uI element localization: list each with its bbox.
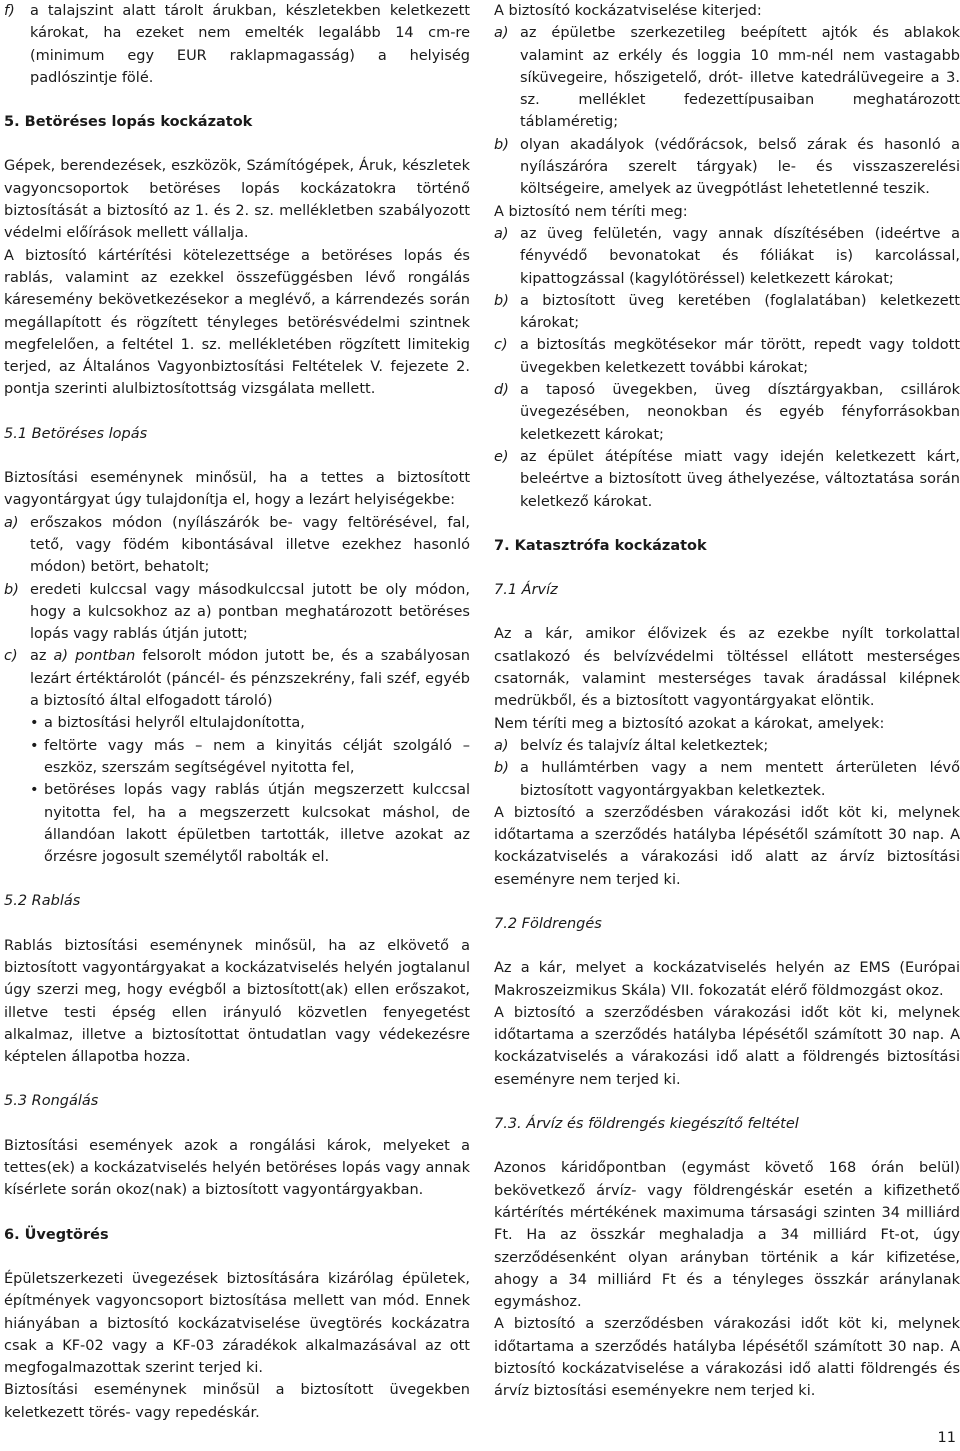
flood-exclusion-b [494, 757, 960, 802]
list-text: a hullámtérben vagy a nem mentett árterületen lévő biztosított vagyontárgyakban keletkeztek. [520, 760, 960, 799]
section-7-3-paragraph-1: Azonos káridőpontban (egymást követő 168 órán belül) bekövetkező árvíz- vagy földrengéskár esetén a kifizethető kártérítés mértékének maximuma társasági szinten 34 milliárd Ft. Ha az összkár meghaladja a 34 milliárd Ft-ot, úgy szerződésenként olyan arányban történik a kár kifizetése, ahogy a 34 milliárd Ft és a tényleges összkár aránylanak egymáshoz. [494, 1160, 960, 1311]
list-label: c) [4, 648, 18, 665]
list-label: d) [494, 382, 509, 399]
section-7-2-heading: 7.2 Földrengés [494, 915, 602, 932]
list-text: belvíz és talajvíz által keletkeztek; [520, 737, 769, 754]
list-label: a) [494, 25, 509, 42]
bullet-item [4, 735, 470, 780]
bullet-item [4, 712, 470, 734]
list-text: a biztosítás megkötésekor már törött, repedt vagy toldott üvegekben keletkezett további károkat; [520, 337, 960, 376]
section-7-1-heading: 7.1 Árvíz [494, 582, 558, 599]
exclusion-item-e [494, 446, 960, 513]
section-5-3-paragraph: Biztosítási események azok a rongálási károk, melyeket a tettes(ek) a kockázatviselés helyén betöréses lopás vagy annak kísérlete során okoz(nak) a biztosított vagyontárgyakban. [4, 1137, 470, 1199]
exclusion-item-d [494, 379, 960, 446]
list-label: a) [4, 514, 19, 531]
list-label: b) [494, 136, 509, 153]
section-7-1-paragraph-2: Nem téríti meg a biztosító azokat a károkat, amelyek: [494, 715, 885, 732]
section-7-2-paragraph-1: Az a kár, melyet a kockázatviselés helyén az EMS (Európai Makroszeizmikus Skála) VII. fokozatát elérő földmozgást okoz. [494, 960, 960, 999]
section-5-3-heading: 5.3 Rongálás [4, 1093, 99, 1110]
list-label: f) [4, 3, 15, 19]
list-item-c [4, 645, 470, 712]
list-text: az épületbe szerkezetileg beépített ajtók és ablakok valamint az erkély és loggia 10 mm-nél nem vastagabb síküvegeire, hőszigetelő, drót- illetve katedrálüvegeire a 3. sz. melléklet fedezettípusaiban meghatározott táblaméretig; [520, 25, 960, 131]
list-text: erőszakos módon (nyílászárók be- vagy feltörésével, fal, tető, vagy födém kibontásával illetve ezekhez hasonló módon) betört, behatolt; [30, 514, 470, 576]
list-text: olyan akadályok (védőrácsok, belső zárak és hasonló a nyílászáróra szerelt tárgyak) le- és visszaszerelési költségeire, amelyek az üvegpótlást lehetetlenné teszik. [520, 136, 960, 198]
coverage-intro: A biztosító kockázatviselése kiterjed: [494, 3, 762, 19]
exclusion-item-b [494, 290, 960, 335]
right-column [494, 0, 960, 1403]
left-column [4, 0, 470, 1424]
section-7-1-paragraph-1: Az a kár, amikor élővizek és az ezekbe nyílt torkolattal csatlakozó és belvízvédelmi töltéssel ellátott mesterséges csatornák, valamint mesterséges tavak áradással kilépnek medrükből, és a biztosított vagyontárgyakat elöntik. [494, 626, 960, 710]
list-label: b) [494, 760, 509, 777]
exclusion-item-a [494, 223, 960, 290]
list-label: a) [494, 225, 509, 242]
section-5-1-heading: 5.1 Betöréses lopás [4, 425, 148, 442]
section-5-2-paragraph: Rablás biztosítási eseménynek minősül, ha az elkövető a biztosított vagyontárgyakat a kockázatviselés helyén jogtalanul úgy szerzi meg, hogy evégből a biztosított(ak) ellen erőszakot, illetve testi épség ellen irányuló közvetlen fenyegetést alkalmaz, illetve a biztosítottat öntudatlan vagy védekezésre képtelen állapotba hozza. [4, 937, 470, 1066]
bullet-glyph: • [30, 715, 39, 732]
list-text: eredeti kulccsal vagy másodkulccsal jutott be oly módon, hogy a kulcsokhoz az a) pontban meghatározott betöréses lopás vagy rablás útján jutott; [30, 581, 470, 643]
bullet-text: feltörte vagy más – nem a kinyitás célját szolgáló – eszköz, szerszám segítségével nyitotta fel, [44, 737, 470, 776]
bullet-glyph: • [30, 782, 39, 799]
bullet-item [4, 779, 470, 868]
coverage-item-b [494, 134, 960, 201]
section-5-1-intro: Biztosítási eseménynek minősül, ha a tettes a biztosított vagyontárgyat úgy tulajdonítja el, hogy a lezárt helyiségekbe: [4, 470, 470, 509]
list-label: b) [494, 292, 509, 309]
list-text-reference: a) pontban [53, 648, 136, 665]
list-text-post: felsorolt módon jutott be, és a szabályosan lezárt értéktárolót (páncél- és pénzszekrény, fali széf, egyéb a biztosító által elfogadott tároló) [30, 648, 470, 710]
page-number: 11 [937, 1429, 956, 1446]
section-6-heading: 6. Üvegtörés [4, 1226, 109, 1243]
list-text: a talajszint alatt tárolt árukban, készletekben keletkezett károkat, ha ezeket nem emelték legalább 14 cm-re (minimum egy EUR raklapmagasság) a helyiség padlószintje fölé. [30, 3, 470, 86]
list-label: b) [4, 581, 19, 598]
section-6-paragraph-2: Biztosítási eseménynek minősül a biztosított üvegekben keletkezett törés- vagy repedéskár. [4, 1382, 470, 1421]
exclusions-intro: A biztosító nem téríti meg: [494, 203, 688, 220]
list-text: a taposó üvegekben, üveg dísztárgyakban, csillárok üvegezésében, neonokban és egyéb fényforrásokban keletkezett károkat; [520, 382, 960, 443]
section-5-paragraph-2: A biztosító kártérítési kötelezettsége a betöréses lopás és rablás, valamint az ezekkel összefüggésben lévő rongálás káresemény bekövetkezésekor a meglévő, a kárrendezés során megállapított és rögzített tényleges betörésvédelmi szintnek megfelelően, a feltétel 1. sz. mellékletében rögzített limitekig terjed, az Általános Vagyonbiztosítási Feltételek V. fejezete 2. pontja szerinti alulbiztosítottság vizsgálata mellett. [4, 247, 470, 398]
section-5-paragraph-1: Gépek, berendezések, eszközök, Számítógépek, Áruk, készletek vagyoncsoportok betöréses lopás kockázatokra történő biztosítását a biztosító az 1. és 2. sz. mellékletben szabályozott védelmi előírások mellett vállalja. [4, 158, 470, 242]
exclusion-item-c [494, 334, 960, 379]
bullet-glyph: • [30, 737, 39, 754]
section-7-3-heading: 7.3. Árvíz és földrengés kiegészítő feltétel [494, 1116, 799, 1133]
list-label: e) [494, 448, 509, 465]
list-item-f [4, 0, 470, 89]
section-7-3-paragraph-2: A biztosító a szerződésben várakozási időt köt ki, melynek időtartama a szerződés hatályba lépésétől számított 30 nap. A biztosító kockázatviselése a várakozási idő alatti földrengés és árvíz biztosítási eseményekre nem terjed ki. [494, 1316, 960, 1400]
section-7-1-paragraph-3: A biztosító a szerződésben várakozási időt köt ki, melynek időtartama a szerződés hatályba lépésétől számított 30 nap. A kockázatviselés a várakozási idő alatt az árvíz biztosítási eseményre nem terjed ki. [494, 804, 960, 888]
list-text: a biztosított üveg keretében (foglalatában) keletkezett károkat; [520, 292, 960, 332]
section-5-2-heading: 5.2 Rablás [4, 893, 81, 910]
list-text-pre: az [30, 648, 54, 665]
coverage-item-a [494, 22, 960, 133]
section-5-heading: 5. Betöréses lopás kockázatok [4, 114, 253, 131]
section-7-heading: 7. Katasztrófa kockázatok [494, 537, 707, 554]
list-label: c) [494, 337, 508, 354]
list-item-a [4, 512, 470, 579]
list-item-b [4, 579, 470, 646]
section-6-paragraph-1: Épületszerkezeti üvegezések biztosítására kizárólag épületek, építmények vagyoncsoport biztosítása mellett van mód. Ennek hiányában a biztosító kockázatviselése üvegtörés kockázatra csak a KF-02 vagy a KF-03 záradékok alkalmazásával az ott megfogalmazottak szerint terjed ki. [4, 1270, 470, 1377]
section-7-2-paragraph-2: A biztosító a szerződésben várakozási időt köt ki, melynek időtartama a szerződés hatályba lépésétől számított 30 nap. A kockázatviselés a várakozási idő alatt a földrengés biztosítási eseményre nem terjed ki. [494, 1004, 960, 1088]
list-text: az üveg felületén, vagy annak díszítésében (ideértve a fényvédő bevonatokat és fóliákat is) karcolással, kipattogzással (kagylótöréssel) keletkezett károkat; [520, 225, 960, 287]
list-text: az épület átépítése miatt vagy idején keletkezett kárt, beleértve a biztosított üveg áthelyezése, változtatása során keletkező károkat. [520, 448, 960, 510]
bullet-text: betöréses lopás vagy rablás útján megszerzett kulccsal nyitotta fel, ha a megszerzett kulcsokat máshol, de állandóan lakott épületben tartották, illetve azokat az őrzésre jogosult személytől rabolták el. [44, 782, 470, 866]
flood-exclusion-a [494, 735, 960, 757]
list-label: a) [494, 737, 509, 754]
bullet-text: a biztosítási helyről eltulajdonította, [44, 715, 305, 732]
